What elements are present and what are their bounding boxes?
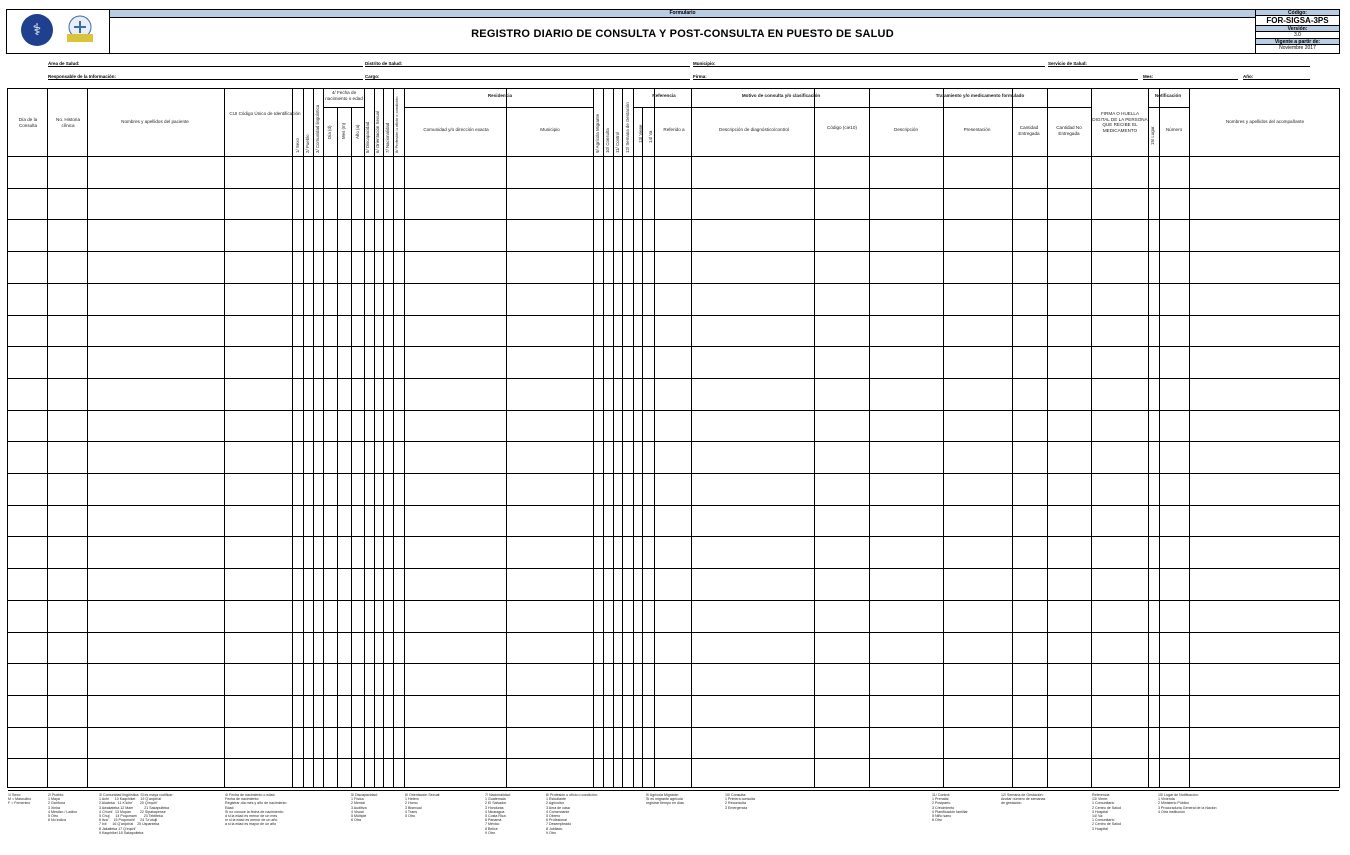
col-control: 11/ Control — [615, 131, 620, 153]
grid-hline — [8, 219, 1339, 220]
mes-field[interactable] — [1143, 79, 1238, 80]
anio-label: Año: — [1243, 74, 1254, 79]
grid-hline — [8, 505, 1339, 506]
grid-hline — [8, 283, 1339, 284]
grid-vline — [303, 89, 304, 787]
col-entregada: Cantidad Entregada — [1018, 125, 1040, 136]
version-label: Versión: — [1256, 26, 1339, 32]
grid-vline — [47, 89, 48, 787]
grid-hline — [8, 568, 1339, 569]
legend-consulta: 10/ Consulta: 1 Primera consulta 2 Reconsulta 3 Emergencia — [725, 793, 755, 810]
grid-hline — [8, 758, 1339, 759]
grid-vline — [691, 89, 692, 787]
version-value: 3.0 — [1256, 32, 1339, 39]
legend-migrante: 9/ Agrícola Migrante: Si es migrante agrícola registrar tiempo en días — [646, 793, 684, 806]
col-profesion: 8/ Profesión u oficio o condición — [394, 96, 399, 153]
col-diagnostico: Descripción de diagnóstico/control — [719, 127, 789, 132]
grid-hline — [1148, 107, 1189, 108]
col-semana: 12/ Semana de Gestación — [625, 102, 630, 153]
area-field[interactable] — [48, 66, 363, 67]
grid-hline — [8, 378, 1339, 379]
valid-label: Vigente a partir de: — [1256, 39, 1339, 45]
grid-hline — [633, 107, 691, 108]
legend-discapacidad: 5/ Discapacidad: 1 Física 2 Mental 3 Auditiva 4 Visual 5 Múltiple 6 Otra — [351, 793, 378, 823]
register-table — [7, 88, 1340, 788]
logo-box — [7, 10, 110, 53]
grid-vline — [633, 89, 634, 787]
grid-hline — [8, 346, 1339, 347]
grid-vline — [642, 107, 643, 787]
legend-orientacion: 6/ Orientación Sexual: 1 Hetero 2 Homo 3 Bisexual 4 Trans 5 Otro — [405, 793, 441, 819]
col-anio-n: Año (a) — [355, 124, 360, 139]
legend-nacionalidad: 7/ Nacionalidad: 1 Guatemala 2 El Salvador 3 Honduras 4 Nicaragua 5 Costa Rica 6 Panamá 7 México 8 Belice 9 Otro — [485, 793, 511, 835]
form-type-label: Formulario — [110, 10, 1255, 18]
col-historia: No. Historia clínica — [56, 117, 80, 128]
health-logo-icon — [63, 14, 97, 46]
col-notificacion: Notificación — [1154, 93, 1182, 98]
distrito-label: Distrito de Salud: — [365, 61, 403, 66]
col-dia: Día de la Consulta — [18, 117, 38, 128]
grid-hline — [404, 107, 593, 108]
ministry-seal-icon: ⚕ — [21, 14, 53, 46]
col-municipio-res: Municipio — [540, 127, 560, 132]
grid-vline — [506, 89, 507, 787]
col-fecha-nac: 4/ Fecha de nacimiento o edad — [325, 90, 363, 101]
col-descripcion: Descripción — [894, 127, 918, 132]
col-discapacidad: 5/ Discapacidad — [365, 121, 370, 153]
col-lugar: 15/ Lugar — [1150, 126, 1155, 145]
grid-vline — [383, 89, 384, 787]
grid-hline — [8, 473, 1339, 474]
col-nacionalidad: 7/ Nacionalidad — [385, 122, 390, 153]
col-consulta: 10/ Consulta — [605, 128, 610, 153]
grid-vline — [292, 89, 293, 787]
area-label: Área de Salud: — [48, 61, 80, 66]
legend-control: 11/ Control: 1 Prenatal 2 Postparto 3 Crecimiento 4 Planificación familiar 5 Niño sano 6 Otro — [932, 793, 968, 823]
grid-vline — [1091, 89, 1092, 787]
col-referencia: Referencia — [652, 93, 676, 98]
col-presentacion: Presentación — [963, 127, 991, 132]
grid-hline — [8, 536, 1339, 537]
grid-hline — [8, 315, 1339, 316]
col-migrante: 9/ Agrícola Migrante — [595, 113, 600, 153]
firma-label: Firma: — [693, 74, 707, 79]
legend-profesion: 8/ Profesión u oficio o condición: 1 Estudiante 2 Agricultor 3 Ama de casa 4 Comerciante 5 Obrero 6 Profesional 7 Desempleado 8 Jubilado 9 Otro — [546, 793, 598, 835]
servicio-field[interactable] — [1048, 66, 1310, 67]
grid-hline — [8, 632, 1339, 633]
grid-vline — [869, 89, 870, 787]
grid-vline — [1159, 89, 1160, 787]
legend-referencia: Referencia 13/ Viene: 1 Comunitario 2 Centro de Salud 3 Hospital 14/ Va: 1 Comunitario 2 Centro de Salud 3 Hospital — [1092, 793, 1121, 831]
grid-vline — [622, 89, 623, 787]
col-acompanante: Nombres y apellidos del acompañante — [1225, 119, 1305, 124]
page-title: REGISTRO DIARIO DE CONSULTA Y POST-CONSULTA EN PUESTO DE SALUD — [471, 28, 894, 40]
cargo-field[interactable] — [365, 79, 690, 80]
municipio-label: Municipio: — [693, 61, 716, 66]
col-firma-huella: FIRMA O HUELLA DIGITAL DE LA PERSONA QUE RECIBE EL MEDICAMENTO — [1092, 111, 1148, 133]
col-sexo: 1/ Sexo — [295, 138, 300, 153]
grid-hline — [8, 663, 1339, 664]
grid-hline — [323, 107, 364, 108]
grid-vline — [404, 89, 405, 787]
responsable-field[interactable] — [48, 79, 363, 80]
col-mes-n: Mes (m) — [341, 122, 346, 139]
grid-vline — [323, 89, 324, 787]
title-area — [110, 10, 1255, 53]
col-no-entregada: Cantidad No Entregada — [1056, 125, 1082, 136]
grid-vline — [943, 89, 944, 787]
col-cui: CUI Código Único de Identificación — [229, 111, 301, 116]
col-pueblo: 2/ Pueblo — [305, 134, 310, 153]
legend-pueblo: 2/ Pueblo: 1 Maya 2 Garífuna 3 Xinka 4 Mestizo / Ladino 5 Otro 6 No indica — [48, 793, 78, 823]
grid-vline — [654, 89, 655, 787]
grid-hline — [8, 441, 1339, 442]
anio-field[interactable] — [1243, 79, 1310, 80]
form-header — [6, 9, 1340, 54]
grid-vline — [613, 89, 614, 787]
firma-field[interactable] — [693, 79, 1138, 80]
grid-hline — [8, 410, 1339, 411]
grid-vline — [1012, 89, 1013, 787]
municipio-field[interactable] — [693, 66, 1045, 67]
grid-vline — [603, 89, 604, 787]
legend-semana: 12/ Semana de Gestación: Anotar número de semanas de gestación — [1001, 793, 1046, 806]
col-orientacion: 6/ Orientación Sexual — [375, 111, 380, 153]
grid-vline — [393, 89, 394, 787]
grid-vline — [1047, 89, 1048, 787]
grid-vline — [1148, 89, 1149, 787]
col-tratamiento: Tratamiento y/o medicamento formulado — [935, 93, 1025, 98]
legend-fecha: 4/ Fecha de nacimiento o edad: Fecha de nacimiento: Registrar día mes y año de nacimiento Edad: Si no conoce la fecha de nacimiento: d si la edad es menor de un mes m si la edad es menor de un año a si la edad es mayor de un año — [225, 793, 287, 827]
grid-hline — [691, 107, 869, 108]
grid-vline — [374, 89, 375, 787]
grid-hline — [8, 188, 1339, 189]
grid-vline — [87, 89, 88, 787]
mes-label: Mes: — [1143, 74, 1154, 79]
legend-comunidad: 3/ Comunidad lingüística: Si es maya codificar: 1 Achi 10 Kaqchikel 19 Q'anjob'al 2 Akateka 11 K'iche' 20 Q'eqchi' 3 Awakateka 12 Mam 21 Sakapulteka 4 Ch'orti' 13 Mopan 22 Sipakapense 5 Chuj 14 Poqomam 23 Tektiteka 6 Itza' 15 Poqomchi' 24 Tz'utujil 7 Ixil 16 Q'anjob'al 25 Uspanteka 8 Jakalteka 17 Q'eqchi' 9 Kaqchikel 18 Sakapulteka — [99, 793, 174, 835]
grid-hline — [8, 790, 1339, 791]
grid-vline — [814, 89, 815, 787]
cargo-label: Cargo: — [365, 74, 380, 79]
grid-vline — [313, 89, 314, 787]
form-code: FOR-SIGSA-3PS — [1256, 16, 1339, 26]
col-dia-n: Día (d) — [327, 125, 332, 139]
legend-lugar: 15/ Lugar de Notificación: 1 Vivienda 2 Ministerio Público 3 Procuraduría General de la Nación 4 Otra institución — [1158, 793, 1217, 814]
grid-hline — [8, 600, 1339, 601]
grid-hline — [8, 727, 1339, 728]
grid-vline — [593, 89, 594, 787]
grid-vline — [337, 107, 338, 787]
code-label: Código: — [1256, 10, 1339, 16]
col-va: 14/ Va — [648, 130, 653, 143]
valid-date: Noviembre 2017 — [1279, 45, 1316, 51]
grid-hline — [8, 695, 1339, 696]
col-nombres: Nombres y apellidos del paciente — [121, 119, 189, 124]
col-viene: 13/ Viene — [638, 124, 643, 143]
col-motivo: Motivo de consulta y/o clasificación — [741, 93, 821, 98]
grid-vline — [1189, 89, 1190, 787]
legend-sexo: 1/ Sexo: M = Masculino F = Femenino — [8, 793, 32, 806]
code-box — [1255, 10, 1339, 53]
servicio-label: Servicio de Salud: — [1048, 61, 1088, 66]
grid-hline — [8, 251, 1339, 252]
col-comunidad-res: Comunidad y/o dirección exacta — [423, 127, 489, 132]
grid-hline — [8, 156, 1339, 157]
col-residencia: Residencia — [487, 93, 513, 98]
distrito-field[interactable] — [365, 66, 690, 67]
responsable-label: Responsable de la Información: — [48, 74, 117, 79]
col-referido: Referido a — [663, 127, 685, 132]
col-numero: Número — [1165, 127, 1183, 132]
grid-hline — [869, 107, 1091, 108]
grid-vline — [351, 107, 352, 787]
grid-vline — [224, 89, 225, 787]
col-comunidad: 3/ Comunidad lingüística — [315, 104, 320, 153]
grid-vline — [364, 89, 365, 787]
col-cie10: Código (cie10) — [827, 125, 857, 130]
